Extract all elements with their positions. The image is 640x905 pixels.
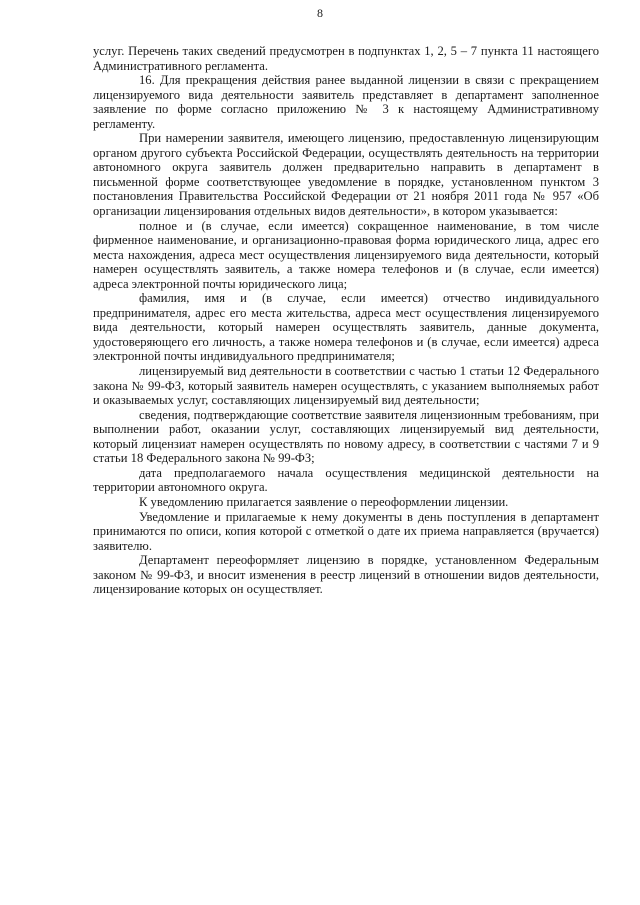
paragraph-9: К уведомлению прилагается заявление о переоформлении лицензии. [139,494,509,509]
paragraph-5: фамилия, имя и (в случае, если имеется) отчество индивидуального предпринимателя, адрес его места жительства, адреса мест осуществления лицензируемого вида деятельности, который намерен осуществлять заявитель, данные документа, удостоверяющего его личность, а также номера телефонов и (в случае, если имеется) адреса электронной почты индивидуального предпринимателя; [93,291,599,364]
paragraph-4: полное и (в случае, если имеется) сокращенное наименование, в том числе фирменное наименование, и организационно-правовая форма юридического лица, адрес его места нахождения, адреса мест осуществления лицензируемого вида деятельности, который намерен осуществлять заявитель, а также номера телефонов и (в случае, если имеется) адреса электронной почты юридического лица; [93,218,599,291]
paragraph-7: сведения, подтверждающие соответствие заявителя лицензионным требованиям, при выполнении работ, оказании услуг, составляющих лицензируемый вид деятельности, который лицензиат намерен осуществлять по новому адресу, в соответствии с частями 7 и 9 статьи 18 Федерального закона № 99-ФЗ; [93,407,599,466]
paragraph-1: услуг. Перечень таких сведений предусмотрен в подпунктах 1, 2, 5 – 7 пункта 11 настоящего Административного регламента. [93,44,599,73]
paragraph-11: Департамент переоформляет лицензию в порядке, установленном Федеральным законом № 99-ФЗ, и вносит изменения в реестр лицензий в отношении видов деятельности, лицензирование которых он осуществляет. [93,553,599,597]
paragraph-2: 16. Для прекращения действия ранее выданной лицензии в связи с прекращением лицензируемого вида деятельности заявитель представляет в департамент заполненное заявление по форме согласно приложению № 3 к настоящему Административному регламенту. [93,73,599,131]
paragraph-8: дата предполагаемого начала осуществления медицинской деятельности на территории автономного округа. [93,465,599,495]
paragraph-3: При намерении заявителя, имеющего лицензию, предоставленную лицензирующим органом другого субъекта Российской Федерации, осуществлять деятельность на территории автономного округа заявитель должен предварительно направить в департамент в письменной форме соответствующее уведомление в порядке, установленном пунктом 3 постановления Правительства Российской Федерации от 21 ноября 2011 года № 957 «Об организации лицензирования отдельных видов деятельности», в котором указывается: [93,131,599,219]
page-number: 8 [317,6,323,20]
paragraph-10: Уведомление и прилагаемые к нему документы в день поступления в департамент принимаются по описи, копия которой с отметкой о дате их приема направляется (вручается) заявителю. [93,509,599,553]
document-body [93,44,599,597]
paragraph-6: лицензируемый вид деятельности в соответствии с частью 1 статьи 12 Федерального закона № 99-ФЗ, который заявитель намерен осуществлять, с указанием выполняемых работ и оказываемых услуг, составляющих лицензируемый вид деятельности; [93,364,599,408]
